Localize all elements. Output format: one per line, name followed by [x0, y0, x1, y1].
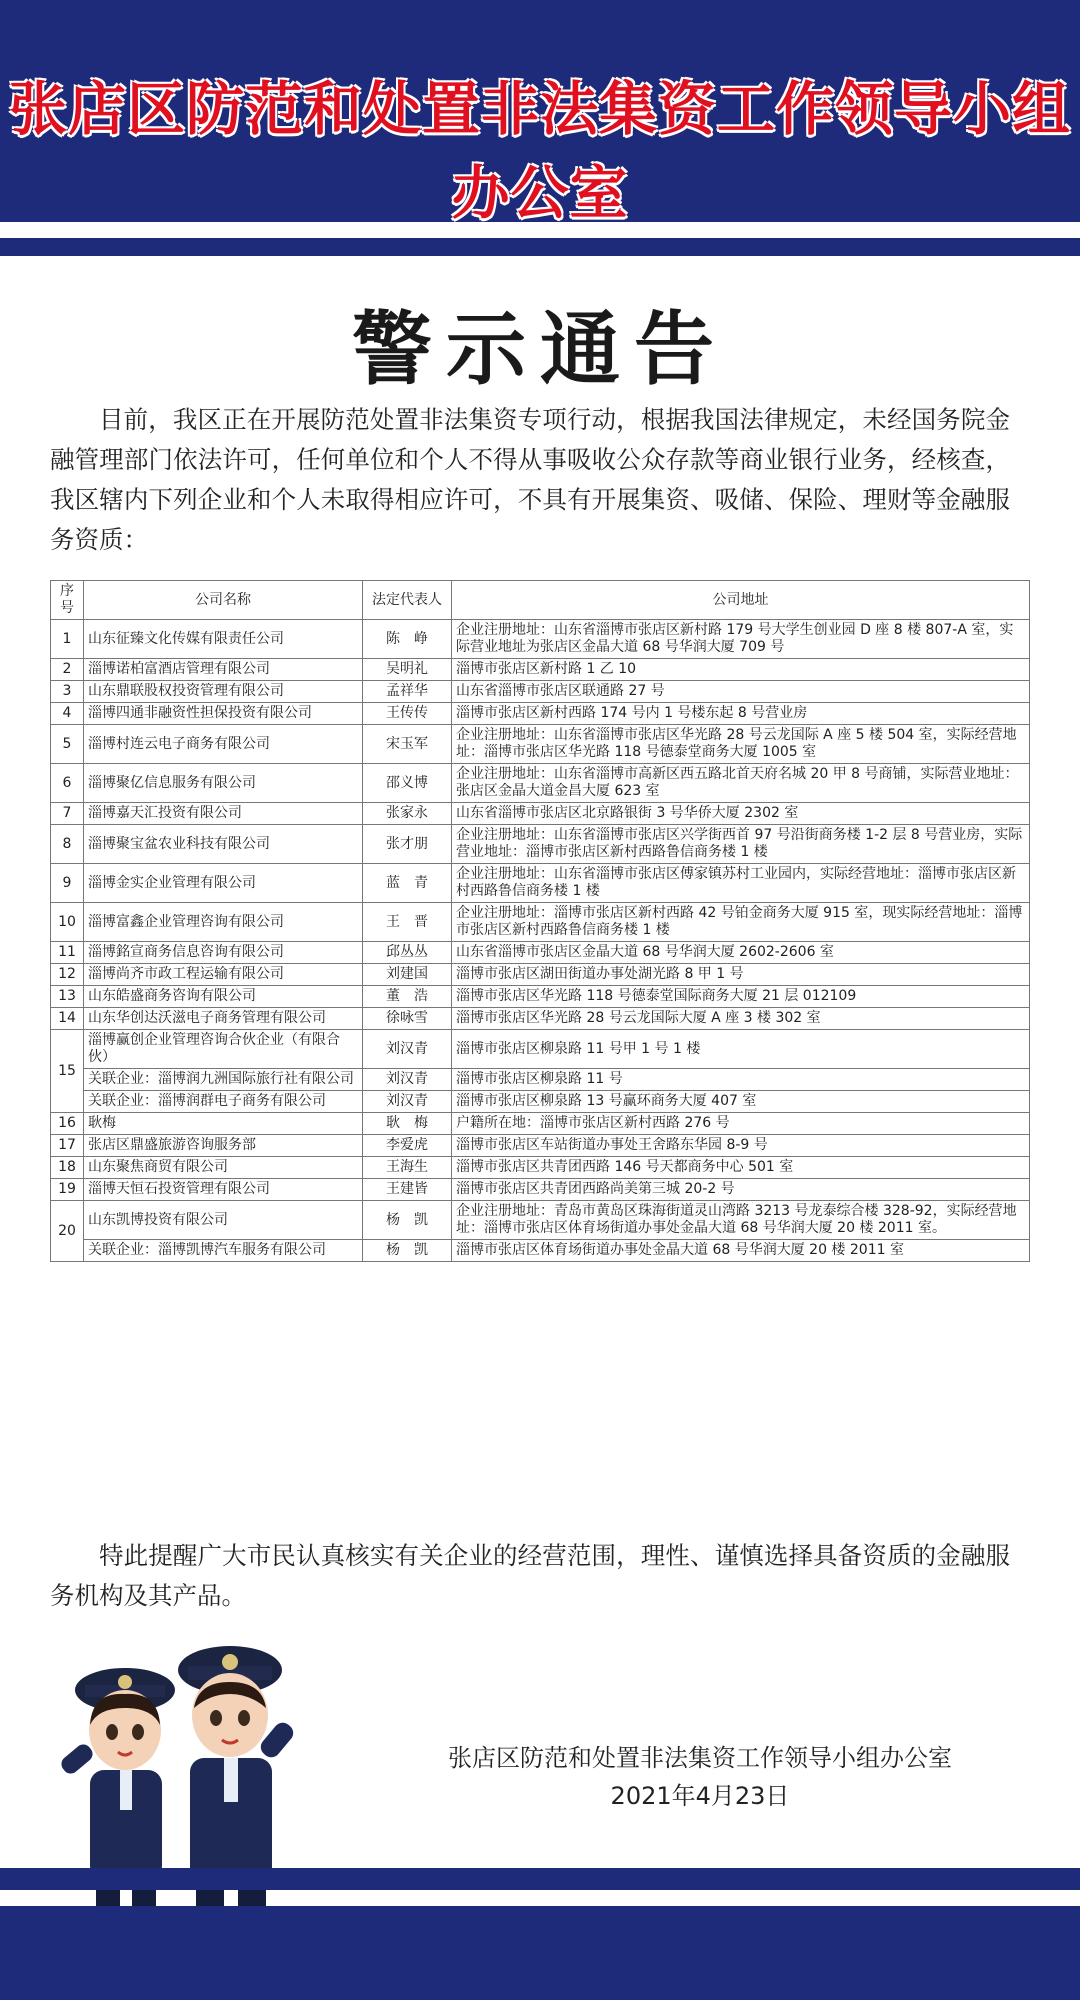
- row-company-name: 淄博四通非融资性担保投资有限公司: [84, 703, 363, 725]
- row-address: 淄博市张店区华光路 28 号云龙国际大厦 A 座 3 楼 302 室: [452, 1008, 1030, 1030]
- row-address: 户籍所在地：淄博市张店区新村西路 276 号: [452, 1113, 1030, 1135]
- row-company-name: 淄博金实企业管理有限公司: [84, 864, 363, 903]
- row-legal-rep: 宋玉军: [363, 725, 452, 764]
- row-no: 12: [51, 964, 84, 986]
- row-no: 4: [51, 703, 84, 725]
- row-address: 山东省淄博市张店区北京路银街 3 号华侨大厦 2302 室: [452, 803, 1030, 825]
- table-row: [51, 620, 1030, 659]
- row-address: 企业注册地址：山东省淄博市张店区傅家镇苏村工业园内，实际经营地址：淄博市张店区新村西路鲁信商务楼 1 楼: [452, 864, 1030, 903]
- table-row: [51, 1179, 1030, 1201]
- row-legal-rep: 陈 峥: [363, 620, 452, 659]
- header-company-name: 公司名称: [84, 581, 363, 620]
- row-legal-rep: 耿 梅: [363, 1113, 452, 1135]
- table-row: [51, 1113, 1030, 1135]
- row-legal-rep: 孟祥华: [363, 681, 452, 703]
- row-legal-rep: 刘汉青: [363, 1030, 452, 1069]
- header-address: 公司地址: [452, 581, 1030, 620]
- row-no: 2: [51, 659, 84, 681]
- row-legal-rep: 王 晋: [363, 903, 452, 942]
- row-legal-rep: 杨 凯: [363, 1240, 452, 1262]
- row-legal-rep: 刘汉青: [363, 1091, 452, 1113]
- row-address: 淄博市张店区湖田街道办事处湖光路 8 甲 1 号: [452, 964, 1030, 986]
- row-company-name: 淄博诺柏富酒店管理有限公司: [84, 659, 363, 681]
- office-header-title: 张店区防范和处置非法集资工作领导小组办公室: [8, 75, 1071, 227]
- table-header-row: [51, 581, 1030, 620]
- row-company-name: 淄博天恒石投资管理有限公司: [84, 1179, 363, 1201]
- header-legal-rep: 法定代表人: [363, 581, 452, 620]
- row-address: 淄博市张店区新村路 1 乙 10: [452, 659, 1030, 681]
- row-company-name: 耿梅: [84, 1113, 363, 1135]
- row-address: 企业注册地址：青岛市黄岛区珠海街道灵山湾路 3213 号龙泰综合楼 328-92，实际经营地址：淄博市张店区体育场街道办事处金晶大道 68 号华润大厦 20 楼 2011 室。: [452, 1201, 1030, 1240]
- table-row: [51, 986, 1030, 1008]
- row-address: 淄博市张店区柳泉路 11 号甲 1 号 1 楼: [452, 1030, 1030, 1069]
- row-legal-rep: 邱丛丛: [363, 942, 452, 964]
- table-row: [51, 703, 1030, 725]
- table-row: [51, 803, 1030, 825]
- row-legal-rep: 邵义博: [363, 764, 452, 803]
- row-company-name: 山东聚焦商贸有限公司: [84, 1157, 363, 1179]
- row-company-name: 山东华创达沃滋电子商务管理有限公司: [84, 1008, 363, 1030]
- row-legal-rep: 杨 凯: [363, 1201, 452, 1240]
- row-no: 1: [51, 620, 84, 659]
- reminder-text: 特此提醒广大市民认真核实有关企业的经营范围，理性、谨慎选择具备资质的金融服务机构及其产品。: [50, 1541, 1010, 1610]
- notice-title: 警示通告: [352, 303, 728, 396]
- row-address: 淄博市张店区共青团西路 146 号天都商务中心 501 室: [452, 1157, 1030, 1179]
- row-company-name: 关联企业：淄博润九洲国际旅行社有限公司: [84, 1069, 363, 1091]
- row-no: 6: [51, 764, 84, 803]
- row-address: 淄博市张店区华光路 118 号德泰堂国际商务大厦 21 层 012109: [452, 986, 1030, 1008]
- row-company-name: 关联企业：淄博凯博汽车服务有限公司: [84, 1240, 363, 1262]
- row-no: 17: [51, 1135, 84, 1157]
- table-row: [51, 1135, 1030, 1157]
- table-row: [51, 1091, 1030, 1113]
- row-company-name: 张店区鼎盛旅游咨询服务部: [84, 1135, 363, 1157]
- table-row: [51, 1157, 1030, 1179]
- row-legal-rep: 张家永: [363, 803, 452, 825]
- row-no: 9: [51, 864, 84, 903]
- row-address: 山东省淄博市张店区金晶大道 68 号华润大厦 2602-2606 室: [452, 942, 1030, 964]
- row-legal-rep: 王传传: [363, 703, 452, 725]
- row-no: 14: [51, 1008, 84, 1030]
- table-row: [51, 725, 1030, 764]
- row-address: 淄博市张店区柳泉路 13 号赢环商务大厦 407 室: [452, 1091, 1030, 1113]
- table-row: [51, 964, 1030, 986]
- row-company-name: 山东皓盛商务咨询有限公司: [84, 986, 363, 1008]
- header-band-lower: [0, 238, 1080, 256]
- row-legal-rep: 蓝 青: [363, 864, 452, 903]
- row-company-name: 山东鼎联股权投资管理有限公司: [84, 681, 363, 703]
- row-legal-rep: 王海生: [363, 1157, 452, 1179]
- table-row: [51, 825, 1030, 864]
- row-address: 淄博市张店区新村西路 174 号内 1 号楼东起 8 号营业房: [452, 703, 1030, 725]
- row-legal-rep: 李爱虎: [363, 1135, 452, 1157]
- row-address: 山东省淄博市张店区联通路 27 号: [452, 681, 1030, 703]
- row-company-name: 淄博聚宝盆农业科技有限公司: [84, 825, 363, 864]
- row-company-name: 淄博村连云电子商务有限公司: [84, 725, 363, 764]
- male-officer-figure: [178, 1646, 297, 1944]
- table-row: [51, 864, 1030, 903]
- row-address: 企业注册地址：山东省淄博市张店区兴学街西首 97 号沿街商务楼 1-2 层 8 号营业房，实际营业地址：淄博市张店区新村西路鲁信商务楼 1 楼: [452, 825, 1030, 864]
- table-row: [51, 764, 1030, 803]
- row-company-name: 淄博嘉天汇投资有限公司: [84, 803, 363, 825]
- row-no: 7: [51, 803, 84, 825]
- notice-intro: 目前，我区正在开展防范处置非法集资专项行动，根据我国法律规定，未经国务院金融管理部门依法许可，任何单位和个人不得从事吸收公众存款等商业银行业务，经核查，我区辖内下列企业和个人未取得相应许可，不具有开展集资、吸储、保险、理财等金融服务资质：: [50, 405, 1010, 554]
- row-address: 淄博市张店区车站街道办事处王舍路东华园 8-9 号: [452, 1135, 1030, 1157]
- row-no: 19: [51, 1179, 84, 1201]
- table-row: [51, 1030, 1030, 1069]
- table-row: [51, 1069, 1030, 1091]
- row-no: 20: [51, 1201, 84, 1262]
- table-row: [51, 1008, 1030, 1030]
- female-officer-figure: [58, 1668, 175, 1940]
- row-company-name: 山东征臻文化传媒有限责任公司: [84, 620, 363, 659]
- row-legal-rep: 王建皆: [363, 1179, 452, 1201]
- table-row: [51, 942, 1030, 964]
- table-row: [51, 681, 1030, 703]
- company-table: [50, 580, 1030, 1262]
- signature-office: 张店区防范和处置非法集资工作领导小组办公室: [448, 1744, 952, 1772]
- table-row: [51, 903, 1030, 942]
- row-address: 企业注册地址：山东省淄博市高新区西五路北首天府名城 20 甲 8 号商铺，实际营业地址：张店区金晶大道金昌大厦 623 室: [452, 764, 1030, 803]
- row-legal-rep: 董 浩: [363, 986, 452, 1008]
- row-no: 13: [51, 986, 84, 1008]
- footer-band-upper: [0, 1868, 1080, 1890]
- footer-band-lower: [0, 1906, 1080, 2000]
- row-no: 8: [51, 825, 84, 864]
- row-no: 3: [51, 681, 84, 703]
- row-address: 淄博市张店区体育场街道办事处金晶大道 68 号华润大厦 20 楼 2011 室: [452, 1240, 1030, 1262]
- row-company-name: 关联企业：淄博润群电子商务有限公司: [84, 1091, 363, 1113]
- row-company-name: 淄博尚齐市政工程运输有限公司: [84, 964, 363, 986]
- row-no: 16: [51, 1113, 84, 1135]
- row-no: 11: [51, 942, 84, 964]
- row-address: 企业注册地址：淄博市张店区新村西路 42 号铂金商务大厦 915 室，现实际经营地址：淄博市张店区新村西路鲁信商务楼 1 楼: [452, 903, 1030, 942]
- row-legal-rep: 刘汉青: [363, 1069, 452, 1091]
- row-address: 淄博市张店区共青团西路尚美第三城 20-2 号: [452, 1179, 1030, 1201]
- row-no: 15: [51, 1030, 84, 1113]
- row-no: 10: [51, 903, 84, 942]
- table-row: [51, 1240, 1030, 1262]
- row-company-name: 淄博聚亿信息服务有限公司: [84, 764, 363, 803]
- row-legal-rep: 吴明礼: [363, 659, 452, 681]
- row-legal-rep: 刘建国: [363, 964, 452, 986]
- table-row: [51, 659, 1030, 681]
- row-no: 18: [51, 1157, 84, 1179]
- row-company-name: 淄博赢创企业管理咨询合伙企业（有限合伙）: [84, 1030, 363, 1069]
- row-address: 企业注册地址：山东省淄博市张店区华光路 28 号云龙国际 A 座 5 楼 504 室，实际经营地址：淄博市张店区华光路 118 号德泰堂商务大厦 1005 室: [452, 725, 1030, 764]
- row-company-name: 淄博富鑫企业管理咨询有限公司: [84, 903, 363, 942]
- row-address: 企业注册地址：山东省淄博市张店区新村路 179 号大学生创业园 D 座 8 楼 807-A 室，实际营业地址为张店区金晶大道 68 号华润大厦 709 号: [452, 620, 1030, 659]
- row-no: 5: [51, 725, 84, 764]
- row-company-name: 山东凯博投资有限公司: [84, 1201, 363, 1240]
- row-legal-rep: 徐咏雪: [363, 1008, 452, 1030]
- header-no: 序号: [51, 581, 84, 620]
- row-legal-rep: 张才朋: [363, 825, 452, 864]
- row-address: 淄博市张店区柳泉路 11 号: [452, 1069, 1030, 1091]
- row-company-name: 淄博銘宣商务信息咨询有限公司: [84, 942, 363, 964]
- signature-date: 2021年4月23日: [610, 1782, 790, 1810]
- table-row: [51, 1201, 1030, 1240]
